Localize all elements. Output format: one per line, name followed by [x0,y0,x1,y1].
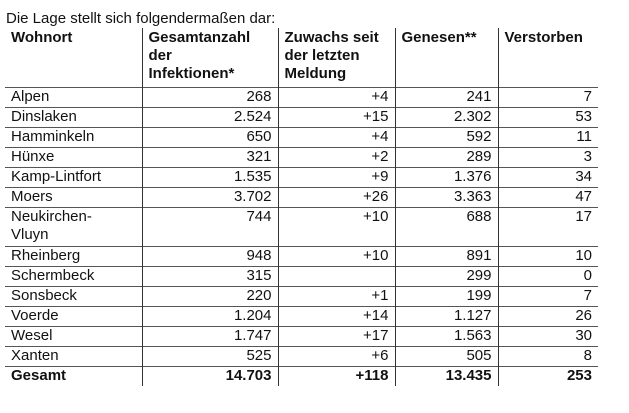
cell-zuwachs: +15 [278,108,395,128]
cell-genesen: 3.363 [395,188,498,208]
cell-genesen: 199 [395,287,498,307]
cell-verstorben: 10 [498,247,598,267]
total-wohnort: Gesamt [5,367,142,387]
cell-zuwachs: +10 [278,247,395,267]
cell-infektionen: 2.524 [142,108,278,128]
cell-wohnort: Voerde [5,307,142,327]
cell-genesen: 1.376 [395,168,498,188]
cell-infektionen: 1.204 [142,307,278,327]
total-infektionen: 14.703 [142,367,278,387]
table-row [5,88,598,108]
table-row [5,208,598,247]
cell-verstorben: 34 [498,168,598,188]
cell-verstorben: 7 [498,88,598,108]
header-genesen: Genesen** [395,28,498,88]
cell-wohnort: Hamminkeln [5,128,142,148]
header-infektionen: Gesamtanzahl der Infektionen* [142,28,278,88]
header-wohnort: Wohnort [11,29,73,46]
cell-verstorben: 8 [498,347,598,367]
cell-zuwachs: +26 [278,188,395,208]
table-row [5,287,598,307]
covid-cases-table [5,28,598,386]
cell-zuwachs: +4 [278,128,395,148]
cell-zuwachs: +2 [278,148,395,168]
cell-verstorben: 26 [498,307,598,327]
table-row [5,188,598,208]
header-verstorben: Verstorben [498,28,598,88]
cell-wohnort: Kamp-Lintfort [5,168,142,188]
cell-wohnort: Xanten [5,347,142,367]
cell-genesen: 289 [395,148,498,168]
cell-genesen: 592 [395,128,498,148]
cell-zuwachs: +1 [278,287,395,307]
cell-wohnort: Dinslaken [5,108,142,128]
cell-infektionen: 1.535 [142,168,278,188]
cell-verstorben: 7 [498,287,598,307]
cell-genesen: 299 [395,267,498,287]
cell-wohnort: Moers [5,188,142,208]
cell-zuwachs: +17 [278,327,395,347]
cell-infektionen: 268 [142,88,278,108]
cell-genesen: 1.563 [395,327,498,347]
cell-infektionen: 744 [142,208,278,247]
total-row [5,367,598,387]
cell-infektionen: 315 [142,267,278,287]
cell-genesen: 688 [395,208,498,247]
cell-genesen: 891 [395,247,498,267]
table-row [5,267,598,287]
table-row [5,327,598,347]
cell-wohnort: Rheinberg [5,247,142,267]
header-zuwachs: Zuwachs seit der letzten Meldung [278,28,395,88]
cell-infektionen: 525 [142,347,278,367]
cell-infektionen: 321 [142,148,278,168]
cell-infektionen: 220 [142,287,278,307]
cell-zuwachs: +9 [278,168,395,188]
cell-wohnort: Schermbeck [5,267,142,287]
cell-infektionen: 948 [142,247,278,267]
cell-verstorben: 47 [498,188,598,208]
table-row [5,168,598,188]
table-row [5,128,598,148]
table-row [5,247,598,267]
cell-zuwachs [278,267,395,287]
total-genesen: 13.435 [395,367,498,387]
cell-verstorben: 17 [498,208,598,247]
cell-infektionen: 650 [142,128,278,148]
cell-zuwachs: +14 [278,307,395,327]
table-row [5,347,598,367]
cell-wohnort: Alpen [5,88,142,108]
cell-infektionen: 3.702 [142,188,278,208]
cell-genesen: 2.302 [395,108,498,128]
cell-zuwachs: +10 [278,208,395,247]
table-row [5,148,598,168]
cell-wohnort: Hünxe [5,148,142,168]
cell-wohnort: Wesel [5,327,142,347]
cell-genesen: 241 [395,88,498,108]
table-row [5,307,598,327]
cell-wohnort: Neukirchen- Vluyn [5,208,142,247]
cell-infektionen: 1.747 [142,327,278,347]
cell-wohnort: Sonsbeck [5,287,142,307]
intro-text: Die Lage stellt sich folgendermaßen dar: [6,10,276,27]
cell-verstorben: 11 [498,128,598,148]
cell-genesen: 505 [395,347,498,367]
cell-zuwachs: +6 [278,347,395,367]
cell-zuwachs: +4 [278,88,395,108]
total-zuwachs: +118 [278,367,395,387]
table-row [5,108,598,128]
header-row [5,28,598,88]
cell-verstorben: 53 [498,108,598,128]
total-verstorben: 253 [498,367,598,387]
cell-verstorben: 0 [498,267,598,287]
cell-verstorben: 30 [498,327,598,347]
cell-verstorben: 3 [498,148,598,168]
cell-genesen: 1.127 [395,307,498,327]
